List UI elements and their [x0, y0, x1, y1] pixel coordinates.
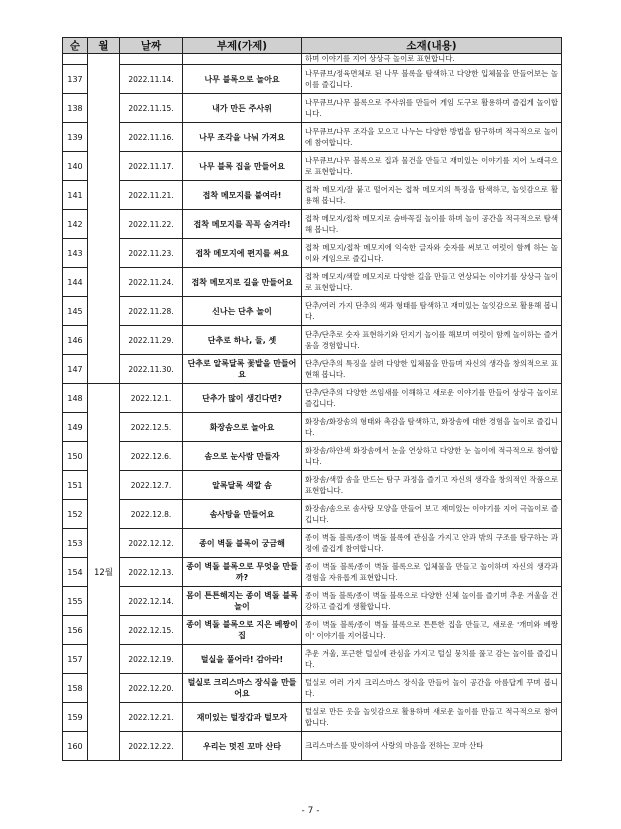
cell-no: 137: [63, 65, 88, 94]
cell-content: 털실로 여러 가지 크리스마스 장식을 만들어 놀이 공간을 아름답게 꾸며 봅니다.: [302, 674, 562, 703]
cell-no: 154: [63, 558, 88, 587]
cell-content: 단추/여러 가지 단추의 색과 형태를 탐색하고 재미있는 놀잇감으로 활용해 봅니다.: [302, 297, 562, 326]
table-row: [63, 239, 562, 268]
cell-date: 2022.12.14.: [120, 587, 183, 616]
cell-subtitle: 신나는 단추 놀이: [183, 297, 302, 326]
cell-subtitle: 종이 벽돌 블록으로 무엇을 만들까?: [183, 558, 302, 587]
cell-date: 2022.11.16.: [120, 123, 183, 152]
cell-date: 2022.12.8.: [120, 500, 183, 529]
cell-subtitle: 화장솜으로 놀아요: [183, 413, 302, 442]
cell-no: 143: [63, 239, 88, 268]
table-row: [63, 65, 562, 94]
cell-no: [63, 54, 88, 65]
cell-subtitle: 재미있는 털장갑과 털모자: [183, 703, 302, 732]
cell-subtitle: 나무 블록으로 놀아요: [183, 65, 302, 94]
cell-no: 144: [63, 268, 88, 297]
cell-subtitle: 단추로 하나, 둘, 셋: [183, 326, 302, 355]
table-row: [63, 297, 562, 326]
table-row: [63, 587, 562, 616]
cell-subtitle: 접착 메모지로 길을 만들어요: [183, 268, 302, 297]
table-row: [63, 500, 562, 529]
cell-content: 크리스마스를 맞이하여 사랑의 마음을 전하는 꼬마 산타: [302, 732, 562, 761]
schedule-page: [62, 37, 561, 761]
cell-no: 145: [63, 297, 88, 326]
cell-no: 152: [63, 500, 88, 529]
cell-content: 접착 메모지/접착 메모지에 익숙한 글자와 숫자를 써보고 여럿이 함께 하는 놀이와 게임으로 즐깁니다.: [302, 239, 562, 268]
table-row: [63, 94, 562, 123]
cell-content: 추운 겨울, 포근한 털실에 관심을 가지고 털실 뭉치를 풀고 감는 놀이를 즐깁니다.: [302, 645, 562, 674]
cell-content: 접착 메모지/색깔 메모지로 다양한 길을 만들고 연상되는 이야기를 상상극 놀이로 표현합니다.: [302, 268, 562, 297]
cell-date: 2022.12.21.: [120, 703, 183, 732]
page-number: - 7 -: [301, 806, 320, 816]
cell-content: 접착 메모지/잘 붙고 떨어지는 접착 메모지의 특징을 탐색하고, 놀잇감으로 활용해 봅니다.: [302, 181, 562, 210]
cell-date: 2022.12.19.: [120, 645, 183, 674]
cell-date: [120, 54, 183, 65]
cell-subtitle: [183, 54, 302, 65]
cell-content: 화장솜/화장솜의 형태와 촉감을 탐색하고, 화장솜에 대한 경험을 놀이로 즐깁니다.: [302, 413, 562, 442]
table-row: [63, 384, 562, 413]
table-row: [63, 442, 562, 471]
header-subtitle: 부제(가제): [183, 38, 302, 54]
cell-content: 접착 메모지/접착 메모지로 숨바꼭질 놀이를 하며 놀이 공간을 적극적으로 탐색해 봅니다.: [302, 210, 562, 239]
cell-no: 156: [63, 616, 88, 645]
header-content: 소재(내용): [302, 38, 562, 54]
cell-content: 화장솜/색깔 솜을 만드는 탐구 과정을 즐기고 자신의 생각을 창의적인 작품으로 표현합니다.: [302, 471, 562, 500]
cell-month-december: 12월: [88, 384, 120, 761]
cell-subtitle: 접착 메모지를 붙여라!: [183, 181, 302, 210]
cell-date: 2022.11.17.: [120, 152, 183, 181]
table-row: [63, 355, 562, 384]
table-row: [63, 152, 562, 181]
header-row: [63, 38, 562, 54]
header-no: 순: [63, 38, 88, 54]
cell-no: 158: [63, 674, 88, 703]
cell-no: 140: [63, 152, 88, 181]
cell-no: 148: [63, 384, 88, 413]
cell-content: 종이 벽돌 블록/종이 벽돌 블록으로 다양한 신체 놀이를 즐기며 추운 겨울을 건강하고 즐겁게 생활합니다.: [302, 587, 562, 616]
cell-no: 157: [63, 645, 88, 674]
cell-date: 2022.12.22.: [120, 732, 183, 761]
cell-date: 2022.11.15.: [120, 94, 183, 123]
table-row-continued: [63, 54, 562, 65]
cell-date: 2022.11.24.: [120, 268, 183, 297]
cell-no: 138: [63, 94, 88, 123]
cell-date: 2022.11.14.: [120, 65, 183, 94]
cell-subtitle: 접착 메모지를 꼭꼭 숨겨라!: [183, 210, 302, 239]
cell-date: 2022.12.7.: [120, 471, 183, 500]
cell-no: 149: [63, 413, 88, 442]
cell-content: 단추/단추로 숫자 표현하기와 던지기 놀이를 해보며 여럿이 함께 놀이하는 즐거움을 경험합니다.: [302, 326, 562, 355]
cell-content: 나무큐브/나무 블록으로 주사위를 만들어 게임 도구로 활용하며 즐겁게 놀이합니다.: [302, 94, 562, 123]
cell-subtitle: 종이 벽돌 블록으로 지은 베짱이 집: [183, 616, 302, 645]
cell-content: 나무큐브/나무 조각을 모으고 나누는 다양한 방법을 탐구하며 적극적으로 놀이에 참여합니다.: [302, 123, 562, 152]
cell-subtitle: 내가 만든 주사위: [183, 94, 302, 123]
cell-content: 단추/단추의 특징을 살려 다양한 입체물을 만들며 자신의 생각을 창의적으로 표현해 봅니다.: [302, 355, 562, 384]
cell-date: 2022.12.5.: [120, 413, 183, 442]
table-row: [63, 471, 562, 500]
cell-subtitle: 종이 벽돌 블록이 궁금해: [183, 529, 302, 558]
table-row: [63, 616, 562, 645]
cell-subtitle: 접착 메모지에 편지를 써요: [183, 239, 302, 268]
cell-subtitle: 우리는 멋진 꼬마 산타: [183, 732, 302, 761]
table-row: [63, 181, 562, 210]
cell-date: 2022.12.15.: [120, 616, 183, 645]
cell-subtitle: 솜사탕을 만들어요: [183, 500, 302, 529]
cell-date: 2022.12.1.: [120, 384, 183, 413]
cell-no: 147: [63, 355, 88, 384]
cell-subtitle: 단추가 많이 생긴다면?: [183, 384, 302, 413]
table-row: [63, 529, 562, 558]
cell-subtitle: 솜으로 눈사람 만들자: [183, 442, 302, 471]
cell-no: 151: [63, 471, 88, 500]
header-month: 월: [88, 38, 120, 54]
cell-no: 150: [63, 442, 88, 471]
cell-subtitle: 알록달록 색깔 솜: [183, 471, 302, 500]
cell-date: 2022.12.13.: [120, 558, 183, 587]
cell-date: 2022.12.6.: [120, 442, 183, 471]
cell-subtitle: 털실을 풀어라! 감아라!: [183, 645, 302, 674]
cell-no: 155: [63, 587, 88, 616]
cell-content: 하며 이야기를 지어 상상극 놀이로 표현합니다.: [302, 54, 562, 65]
cell-month-november: [88, 54, 120, 384]
table-row: [63, 558, 562, 587]
cell-date: 2022.11.23.: [120, 239, 183, 268]
schedule-body: [63, 54, 562, 761]
cell-date: 2022.11.28.: [120, 297, 183, 326]
table-row: [63, 123, 562, 152]
cell-no: 153: [63, 529, 88, 558]
cell-no: 160: [63, 732, 88, 761]
cell-content: 종이 벽돌 블록/종이 벽돌 블록으로 입체물을 만들고 놀이하며 자신의 생각과 경험을 자유롭게 표현합니다.: [302, 558, 562, 587]
cell-date: 2022.11.30.: [120, 355, 183, 384]
cell-content: 털실로 만든 옷을 놀잇감으로 활용하며 새로운 놀이를 만들고 적극적으로 참여합니다.: [302, 703, 562, 732]
cell-date: 2022.12.20.: [120, 674, 183, 703]
cell-subtitle: 나무 조각을 나눠 가져요: [183, 123, 302, 152]
cell-subtitle: 단추로 알록달록 꽃밭을 만들어요: [183, 355, 302, 384]
table-row: [63, 645, 562, 674]
table-row: [63, 732, 562, 761]
cell-date: 2022.11.21.: [120, 181, 183, 210]
table-row: [63, 268, 562, 297]
table-row: [63, 210, 562, 239]
cell-content: 화장솜/솜으로 솜사탕 모양을 만들어 보고 재미있는 이야기를 지어 극놀이로 즐깁니다.: [302, 500, 562, 529]
cell-date: 2022.12.12.: [120, 529, 183, 558]
cell-content: 단추/단추의 다양한 쓰임새를 이해하고 새로운 이야기를 만들어 상상극 놀이로 즐깁니다.: [302, 384, 562, 413]
schedule-table: [62, 37, 562, 761]
cell-content: 종이 벽돌 블록/종이 벽돌 블록에 관심을 가지고 안과 밖의 구조를 탐구하는 과정에 즐겁게 참여합니다.: [302, 529, 562, 558]
cell-subtitle: 나무 블록 집을 만들어요: [183, 152, 302, 181]
table-row: [63, 413, 562, 442]
header-date: 날짜: [120, 38, 183, 54]
cell-content: 종이 벽돌 블록/종이 벽돌 블록으로 튼튼한 집을 만들고, 새로운 '개미와 베짱이' 이야기를 지어봅니다.: [302, 616, 562, 645]
cell-no: 141: [63, 181, 88, 210]
cell-date: 2022.11.22.: [120, 210, 183, 239]
cell-no: 159: [63, 703, 88, 732]
cell-no: 142: [63, 210, 88, 239]
cell-no: 146: [63, 326, 88, 355]
table-row: [63, 674, 562, 703]
cell-content: 나무큐브/나무 블록으로 집과 물건을 만들고 재미있는 이야기를 지어 노래극으로 표현합니다.: [302, 152, 562, 181]
table-row: [63, 703, 562, 732]
cell-subtitle: 털실로 크리스마스 장식을 만들어요: [183, 674, 302, 703]
cell-no: 139: [63, 123, 88, 152]
cell-content: 나무큐브/정육면체로 된 나무 블록을 탐색하고 다양한 입체물을 만들어보는 놀이를 즐깁니다.: [302, 65, 562, 94]
cell-subtitle: 몸이 튼튼해지는 종이 벽돌 블록 놀이: [183, 587, 302, 616]
cell-content: 화장솜/하얀색 화장솜에서 눈을 연상하고 다양한 눈 놀이에 적극적으로 참여합니다.: [302, 442, 562, 471]
table-row: [63, 326, 562, 355]
cell-date: 2022.11.29.: [120, 326, 183, 355]
